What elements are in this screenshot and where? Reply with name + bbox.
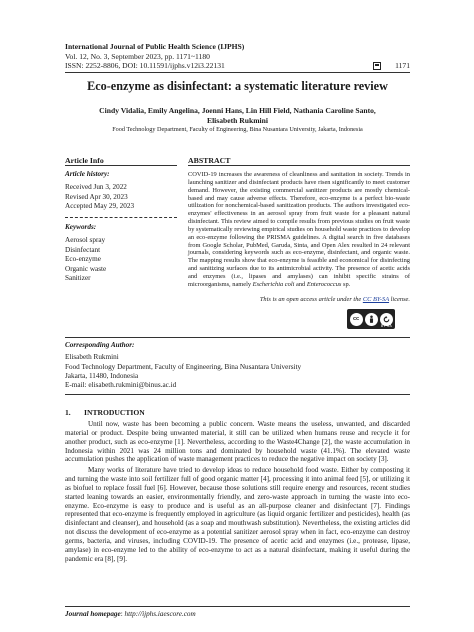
abstract-end: sp. <box>341 280 351 288</box>
journal-volume: Vol. 12, No. 3, September 2023, pp. 1171~1180 <box>65 51 210 61</box>
footer-label: Journal homepage <box>65 610 121 618</box>
footer-rule <box>65 606 410 607</box>
authors-line-1: Cindy Vidalia, Emily Angelina, Joenni Hans, Lin Hill Field, Nathania Caroline Santo, <box>99 106 376 115</box>
page-number: 1171 <box>395 61 410 71</box>
sa-tag: SA <box>386 324 392 328</box>
keyword-item: Organic waste <box>65 264 107 273</box>
license-statement <box>188 296 410 303</box>
paragraph: Until now, waste has been becoming a public concern. Waste means the useless, unwanted, and discarded material or product. Despite being unwanted material, it still can be utilized when humans reuse and recycle it for another product, such as eco-enzyme [1]. Nevertheless, according to the Waste4Change [2], the waste accumulation in Indonesia within 2021 was 24 million tons and dominated by household waste (41.1%). The elevated waste accumulation pushes the application of waste management practices to reduce the negative impact on society [3]. <box>65 420 410 464</box>
share-alike-arrow-icon <box>382 315 391 324</box>
keywords-block <box>65 223 177 283</box>
journal-name: International Journal of Public Health Science (IJPHS) <box>65 42 245 51</box>
species-name: Escherichia coli <box>252 280 295 288</box>
attribution-icon <box>365 313 378 326</box>
corresponding-top-rule <box>65 337 410 338</box>
revised-date: Revised Apr 30, 2023 <box>65 192 128 201</box>
section-heading <box>65 408 145 417</box>
received-date: Received Jun 3, 2022 <box>65 183 127 192</box>
introduction-body <box>65 420 410 566</box>
abstract-connector: and <box>294 280 307 288</box>
article-info-rule <box>65 165 177 166</box>
cc-badge-tag <box>381 324 392 328</box>
license-prefix: This is an open access article under the <box>259 296 363 303</box>
history-divider <box>65 217 177 218</box>
section-title: INTRODUCTION <box>84 408 145 417</box>
footer-separator: : <box>120 610 125 618</box>
corresponding-dept: Food Technology Department, Faculty of Engineering, Bina Nusantara University <box>65 362 302 371</box>
corresponding-email[interactable]: E-mail: elisabeth.rukmini@binus.ac.id <box>65 381 177 390</box>
paper-title: Eco-enzyme as disinfectant: a systematic literature review <box>87 79 388 93</box>
authors-line-2: Elisabeth Rukmini <box>207 115 268 125</box>
corresponding-city: Jakarta, 11480, Indonesia <box>65 371 139 380</box>
page-indicator <box>373 61 410 71</box>
keyword-item: Aerosol spray <box>65 236 106 245</box>
header-rule <box>65 72 410 73</box>
issn-row <box>65 61 410 71</box>
history-title: Article history: <box>65 170 110 178</box>
page-icon <box>373 62 381 70</box>
cc-logo-icon: cc <box>350 313 363 326</box>
keywords-title: Keywords: <box>65 223 97 231</box>
section-number: 1. <box>65 408 71 417</box>
accepted-date: Accepted May 29, 2023 <box>65 202 135 211</box>
homepage-link[interactable]: http://ijphs.iaescore.com <box>124 610 196 618</box>
species-name: Enterococcus <box>306 280 342 288</box>
journal-issn: ISSN: 2252-8806, DOI: 10.11591/ijphs.v12i3.22131 <box>65 61 225 71</box>
cc-by-sa-icon[interactable] <box>347 309 395 329</box>
paragraph: Many works of literature have tried to develop ideas to reduce household food waste. Either by composting it and turning the waste into soil fertilizer full of good organic matter [4], processing it into animal feed [5], or utilizing it as biofuel to replace fossil fuel [6]. However, because those solutions still require energy and resources, recent studies started leaning towards an easier, environmentally friendly, and zero-waste approach in turning the waste into eco-enzyme. Eco-enzyme is easy to produce and is useful as an all-purpose cleaner and disinfectant [7]. Findings represented that eco-enzyme is frequently employed in agriculture (as liquid organic fertilizer and pesticides), health (as disinfectant and cleanser), and household (as a soap and mouthwash substitution). Nevertheless, the existing articles did not discuss the development of eco-enzyme as a potential sanitizer aerosol spray when in fact, eco-enzyme can destroy germs, bacteria, and viruses, including COVID-19. The presence of acetic acid and enzymes (i.e., protease, lipase, amylase) in eco-enzyme led to the ability of eco-enzyme to act as a natural disinfectant, making it useful during the pandemic era [8], [9]. <box>65 466 410 563</box>
corresponding-name: Elisabeth Rukmini <box>65 353 119 362</box>
journal-header <box>65 42 410 71</box>
corresponding-title: Corresponding Author: <box>65 341 135 349</box>
license-suffix: license. <box>389 296 410 303</box>
corresponding-bottom-rule <box>65 394 410 395</box>
corresponding-author-block <box>65 341 410 390</box>
abstract-text <box>188 171 410 289</box>
author-list <box>80 106 395 125</box>
keyword-item: Sanitizer <box>65 274 91 283</box>
person-icon <box>367 315 376 324</box>
affiliation: Food Technology Department, Faculty of Engineering, Bina Nusantara University, Jakarta, Indonesia <box>112 126 363 133</box>
abstract-heading: ABSTRACT <box>188 156 231 165</box>
abstract-rule <box>188 165 410 166</box>
license-link[interactable]: CC BY-SA <box>362 296 390 303</box>
journal-footer <box>65 610 196 618</box>
article-info-heading: Article Info <box>65 156 104 165</box>
keyword-item: Eco-enzyme <box>65 255 101 264</box>
abstract-body: COVID-19 increases the awareness of cleanliness and sanitation in society. Trends in launching sanitizer and disinfectant products have risen significantly to meet customer demand. However, the existing commercial sanitizer products are mostly chemical-based and may cause adverse effects. Therefore, eco-enzyme is a perfect bio-waste utilization for nonchemical-based sanitization products. The authors investigated eco-enzymes' effectiveness in an aerosol spray from fruit waste for a pleasant natural disinfectant. This review aimed to compile results from previous studies on fruit waste by systematically reviewing empirical studies on household waste practices to develop an eco-enzyme following the PRISMA guidelines. A digital search in five databases from Google Scholar, PubMed, Garuda, Sinta, and Open Alex resulted in 24 relevant journals, considering keywords such as eco-enzyme, disinfectant, and organic waste. The mapping results show that eco-enzyme is feasible and economical for disinfecting and sanitizing surfaces due to its antimicrobial activity. The presence of acetic acids and enzymes (i.e., lipases and amylases) can inhibit specific strains of microorganisms, namely <box>188 171 410 288</box>
article-history <box>65 170 177 212</box>
by-tag: BY <box>380 324 386 328</box>
keyword-item: Disinfectant <box>65 245 101 254</box>
